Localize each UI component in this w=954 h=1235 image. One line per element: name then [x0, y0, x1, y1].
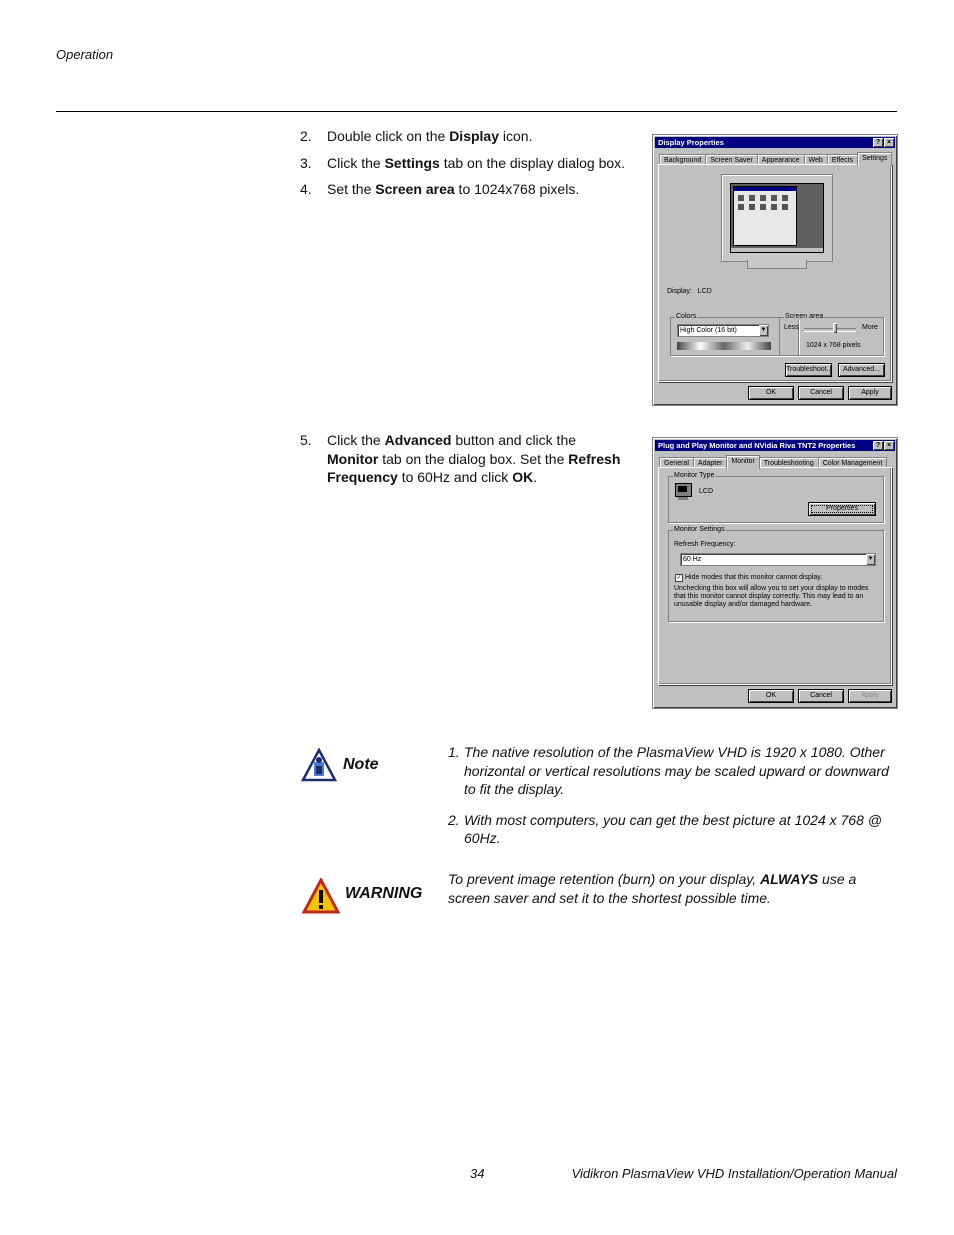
- note-title: Note: [343, 756, 379, 773]
- warning-title: WARNING: [345, 885, 423, 902]
- refresh-frequency-select[interactable]: 60 Hz ▼: [680, 553, 876, 566]
- apply-button[interactable]: Apply: [849, 690, 891, 702]
- screen-area-slider-thumb[interactable]: [833, 323, 837, 333]
- chevron-down-icon: ▼: [759, 325, 768, 336]
- manual-title: Vidikron PlasmaView VHD Installation/Operation Manual: [571, 1166, 897, 1181]
- screen-area-group: Screen area Less More 1024 x 768 pixels: [779, 317, 884, 356]
- tab-background[interactable]: Background: [659, 154, 706, 166]
- help-button[interactable]: ?: [873, 138, 883, 147]
- hide-modes-description: Unchecking this box will allow you to set your display to modes that this monitor cannot display correctly. This may lead to an unusable display and/or damaged hardware.: [674, 585, 869, 608]
- running-header: Operation: [56, 47, 114, 62]
- step-3: 3. Click the Settings tab on the display dialog box.: [300, 154, 626, 171]
- tab-adapter[interactable]: Adapter: [693, 457, 728, 469]
- settings-panel: [658, 164, 892, 382]
- apply-button[interactable]: Apply: [849, 387, 891, 399]
- monitor-properties-dialog: [652, 437, 898, 709]
- steps-list-a: [300, 127, 630, 207]
- step-4: 4. Set the Screen area to 1024x768 pixels.: [300, 181, 580, 197]
- monitor-stand: [747, 260, 807, 269]
- steps-list-b: [300, 431, 630, 495]
- tab-color-management[interactable]: Color Management: [818, 457, 888, 469]
- help-button[interactable]: ?: [873, 441, 883, 450]
- monitor-settings-group: Monitor Settings Refresh Frequency: 60 Hz ▼ ✓ Hide modes that this monitor cannot display. Unchecking this box will allow you to set your display to modes that this monitor cannot display correctly. This may lead to an unusable display and/or damaged hardware.: [668, 530, 884, 622]
- header-rule: [56, 111, 897, 112]
- tab-web[interactable]: Web: [804, 154, 828, 166]
- resolution-readout: 1024 x 768 pixels: [806, 342, 861, 349]
- tab-screen-saver[interactable]: Screen Saver: [705, 154, 757, 166]
- ok-button[interactable]: OK: [749, 690, 793, 702]
- ok-button[interactable]: OK: [749, 387, 793, 399]
- tab-monitor[interactable]: Monitor: [726, 455, 759, 469]
- display-label: Display: LCD: [667, 288, 712, 295]
- tab-settings[interactable]: Settings: [857, 152, 892, 166]
- monitor-icon: [675, 483, 692, 497]
- close-button[interactable]: ×: [884, 138, 894, 147]
- troubleshoot-button[interactable]: Troubleshoot...: [786, 364, 831, 376]
- warning-icon: [302, 878, 340, 919]
- cancel-button[interactable]: Cancel: [799, 387, 843, 399]
- color-gradient-bar: [677, 342, 771, 350]
- dialog-title-bar: Plug and Play Monitor and NVidia Riva TNT2 Properties ? ×: [655, 440, 895, 451]
- screen-area-slider-track[interactable]: [804, 328, 856, 332]
- step-2: 2. Double click on the Display icon.: [300, 128, 533, 144]
- step-5: 5. Click the Advanced button and click the Monitor tab on the dialog box. Set the Refresh Frequency to 60Hz and click OK.: [300, 432, 621, 485]
- warning-text: To prevent image retention (burn) on your display, ALWAYS use a screen saver and set it to the shortest possible time.: [448, 871, 857, 906]
- page-number: 34: [470, 1166, 485, 1181]
- advanced-button[interactable]: Advanced...: [839, 364, 884, 376]
- colors-group: Colors High Color (16 bit) ▼: [670, 317, 799, 356]
- tab-troubleshooting[interactable]: Troubleshooting: [759, 457, 819, 469]
- chevron-down-icon: ▼: [866, 554, 875, 565]
- close-button[interactable]: ×: [884, 441, 894, 450]
- monitor-panel: [658, 467, 892, 685]
- note-item: 2. With most computers, you can get the best picture at 1024 x 768 @ 60Hz.: [448, 811, 882, 846]
- note-icon: [301, 748, 337, 787]
- desktop-window-preview: [733, 186, 797, 246]
- cancel-button[interactable]: Cancel: [799, 690, 843, 702]
- tab-effects[interactable]: Effects: [827, 154, 858, 166]
- monitor-type-group: Monitor Type LCD Properties: [668, 476, 884, 523]
- colors-select[interactable]: High Color (16 bit) ▼: [677, 324, 769, 337]
- note-item: 1. The native resolution of the PlasmaView VHD is 1920 x 1080. Other horizontal or vertical resolutions may be scaled upward or downward to fit the display.: [448, 744, 889, 797]
- hide-modes-checkbox[interactable]: ✓: [676, 575, 682, 581]
- tab-appearance[interactable]: Appearance: [757, 154, 805, 166]
- monitor-screen: [730, 183, 824, 253]
- properties-button[interactable]: Properties: [809, 503, 875, 515]
- monitor-icon-base: [678, 497, 688, 500]
- display-properties-dialog: [652, 134, 898, 406]
- dialog-title-bar: Display Properties ? ×: [655, 137, 895, 148]
- tab-general[interactable]: General: [659, 457, 694, 469]
- monitor-preview: [721, 174, 833, 262]
- note-text: [448, 743, 898, 860]
- hide-modes-label: Hide modes that this monitor cannot display.: [685, 574, 823, 581]
